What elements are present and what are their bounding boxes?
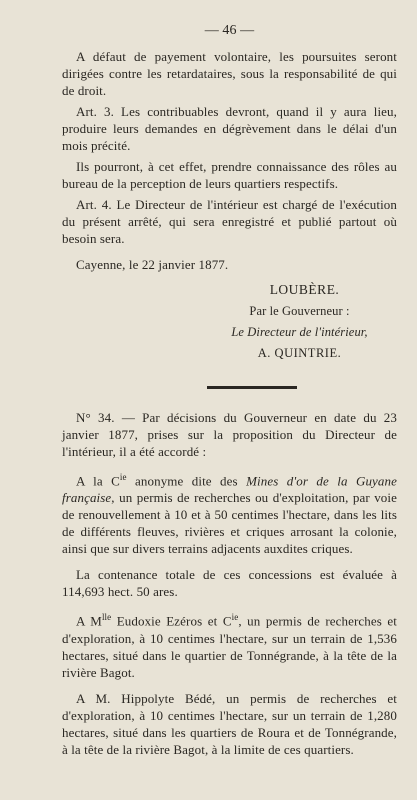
signature-person: A. QUINTRIE.	[257, 346, 342, 360]
ezeros-mid: Eudoxie Ezéros et C	[111, 613, 232, 629]
signature-by: Par le Gouverneur :	[249, 304, 350, 318]
mines-sup: ie	[119, 472, 127, 482]
mines-lead: A la C	[76, 473, 120, 489]
section-divider	[207, 386, 297, 389]
place-date: Cayenne, le 22 janvier 1877.	[76, 257, 229, 272]
signature-name: LOUBÈRE.	[269, 282, 340, 297]
mines-mid: anonyme dite des	[126, 473, 247, 489]
ezeros-sup2: ie	[231, 612, 239, 623]
paragraph-payment: A défaut de payement volontaire, les poursuites seront dirigées contre les retardataires, sous la responsabilité de qui de droit.	[62, 49, 397, 98]
article-4: Art. 4. Le Directeur de l'intérieur est chargé de l'exécution du présent arrêté, qui sera enregistré et publié partout où besoin sera.	[62, 197, 397, 246]
paragraph-contenance: La contenance totale de ces concessions est évaluée à 114,693 hect. 50 ares.	[62, 567, 397, 600]
ezeros-rest: , un permis de recherches et d'exploration, à 10 centimes l'hectare, sur un terrain de 1,536 hectares, situé dans le quartier de Tonnégrande, à la tête de la rivière Bagot.	[62, 613, 397, 680]
article-3: Art. 3. Les contribuables devront, quand il y aura lieu, produire leurs demandes en dégrèvement dans le délai d'un mois précité.	[62, 104, 397, 153]
company-name: Mines d'or de la Guyane française	[62, 473, 397, 506]
mines-rest: , un permis de recherches ou d'exploitation, par voie de renouvellement à 10 et à 50 centimes l'hectare, dans les lits de différents fleuves, rivières et criques arrosant la colonie, ainsi que sur divers terrains adjacents auxdites criques.	[62, 490, 397, 557]
signature-title: Le Directeur de l'intérieur,	[231, 325, 368, 339]
decision-34: N° 34. — Par décisions du Gouverneur en date du 23 janvier 1877, prises sur la proposition du Directeur de l'intérieur, il a été accordé :	[62, 410, 397, 459]
page-number: — 46 —	[204, 23, 255, 38]
ezeros-lead: A M	[76, 613, 102, 629]
article-3-continued: Ils pourront, à cet effet, prendre connaissance des rôles au bureau de la perception de leurs quartiers respectifs.	[62, 159, 397, 191]
paragraph-bede: A M. Hippolyte Bédé, un permis de recherches et d'exploration, à 10 centimes l'hectare, sur un terrain de 1,280 hectares, situé dans les quartiers de Roura et de Tonnégrande, à la tête de la rivière Bagot, à la limite de ces quartiers.	[62, 690, 397, 757]
paragraph-ezeros	[62, 609, 397, 680]
paragraph-mines	[62, 469, 397, 557]
ezeros-sup1: lle	[101, 612, 112, 623]
